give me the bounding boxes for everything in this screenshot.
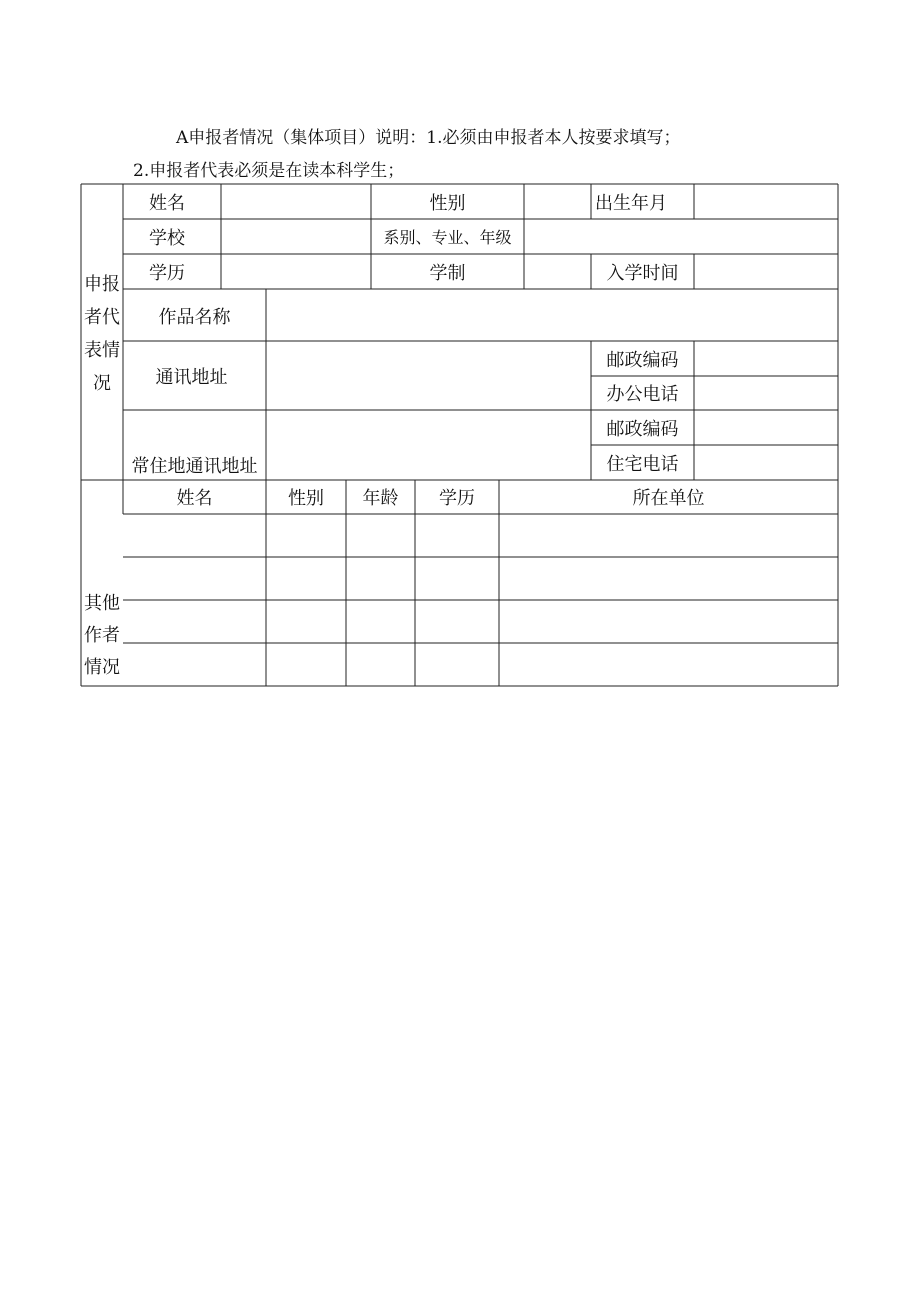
- birth-label: 出生年月: [595, 192, 667, 214]
- postcode-label-1: 邮政编码: [606, 349, 679, 371]
- work-title-field[interactable]: [266, 289, 838, 341]
- applicant-section-label: 申报者代表情况: [84, 274, 120, 394]
- name-label: 姓名: [149, 192, 185, 214]
- postcode-field-2[interactable]: [694, 410, 838, 445]
- col-header-affiliation: 所在单位: [632, 488, 705, 509]
- home-phone-field[interactable]: [694, 445, 838, 480]
- program-length-label: 学制: [429, 262, 466, 284]
- author-row-2[interactable]: [123, 557, 838, 600]
- department-field[interactable]: [524, 219, 838, 254]
- gender-label: 性别: [429, 192, 466, 214]
- school-label: 学校: [149, 227, 185, 249]
- col-header-name: 姓名: [176, 488, 213, 509]
- postcode-label-2: 邮政编码: [606, 418, 679, 440]
- gender-field[interactable]: [524, 184, 591, 219]
- education-field[interactable]: [221, 254, 371, 289]
- office-phone-label: 办公电话: [606, 384, 679, 405]
- form-instructions-line-2: 2.申报者代表必须是在读本科学生；: [133, 161, 405, 181]
- enrollment-label: 入学时间: [606, 262, 679, 284]
- program-length-field[interactable]: [524, 254, 591, 289]
- home-phone-label: 住宅电话: [606, 453, 679, 475]
- author-row-3[interactable]: [123, 600, 838, 643]
- author-row-4[interactable]: [123, 643, 838, 686]
- department-label: 系别、专业、年级: [383, 228, 512, 247]
- office-phone-field[interactable]: [694, 376, 838, 410]
- col-header-gender: 性别: [288, 488, 324, 509]
- work-title-label: 作品名称: [158, 307, 231, 328]
- school-field[interactable]: [221, 219, 371, 254]
- home-address-label: 常住地通讯地址: [131, 456, 258, 477]
- postcode-field-1[interactable]: [694, 341, 838, 376]
- enrollment-field[interactable]: [694, 254, 838, 289]
- address-field[interactable]: [266, 341, 591, 410]
- author-row-1[interactable]: [123, 514, 838, 557]
- birth-field[interactable]: [694, 184, 838, 219]
- address-label: 通讯地址: [155, 366, 228, 388]
- other-authors-section-label: 其他作者情况: [84, 593, 120, 678]
- education-label: 学历: [149, 262, 185, 284]
- form-instructions-line-1: A申报者情况（集体项目）说明：1.必须由申报者本人按要求填写；: [176, 128, 681, 148]
- home-address-field[interactable]: [266, 410, 591, 480]
- col-header-age: 年龄: [362, 488, 399, 509]
- col-header-education: 学历: [439, 488, 475, 509]
- name-field[interactable]: [221, 184, 371, 219]
